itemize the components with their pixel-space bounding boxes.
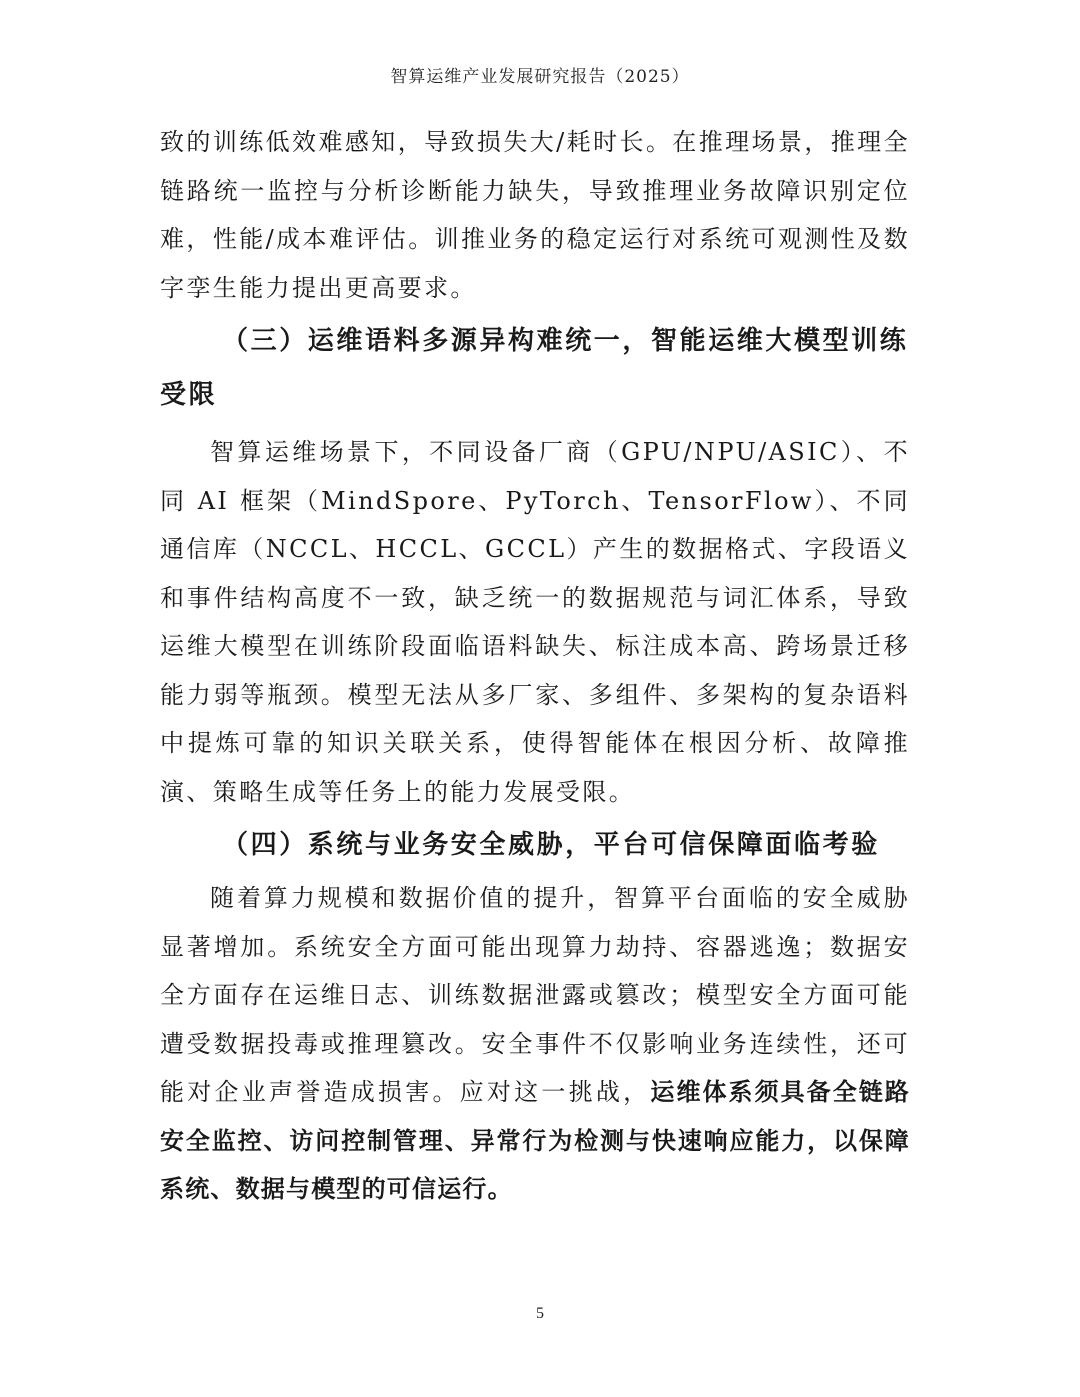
paragraph-security-plain-text: 随着算力规模和数据价值的提升，智算平台面临的安全威胁显著增加。系统安全方面可能出现算力劫持、容器逃逸；数据安全方面存在运维日志、训练数据泄露或篡改；模型安全方面可能遭受数据投毒或推理篡改。安全事件不仅影响业务连续性，还可能对企业声誉造成损害。应对这一挑战， xyxy=(160,884,910,1106)
paragraph-security-threats xyxy=(160,874,910,1214)
section-heading-3: （三）运维语料多源异构难统一，智能运维大模型训练受限 xyxy=(160,326,909,410)
page-body xyxy=(160,118,910,1214)
page-number: 5 xyxy=(536,1305,544,1322)
section-heading-4: （四）系统与业务安全威胁，平台可信保障面临考验 xyxy=(222,830,880,860)
paragraph-training-inference: 致的训练低效难感知，导致损失大/耗时长。在推理场景，推理全链路统一监控与分析诊断能力缺失，导致推理业务故障识别定位难，性能/成本难评估。训推业务的稳定运行对系统可观测性及数字孪生能力提出更高要求。 xyxy=(160,128,910,302)
paragraph-security-emphasis: 运维体系须具备全链路安全监控、访问控制管理、异常行为检测与快速响应能力，以保障系统、数据与模型的可信运行。 xyxy=(160,1078,911,1203)
paragraph-corpus-heterogeneity: 智算运维场景下，不同设备厂商（GPU/NPU/ASIC）、不同 AI 框架（MindSpore、PyTorch、TensorFlow）、不同通信库（NCCL、HCCL、GCCL）产生的数据格式、字段语义和事件结构高度不一致，缺乏统一的数据规范与词汇体系，导致运维大模型在训练阶段面临语料缺失、标注成本高、跨场景迁移能力弱等瓶颈。模型无法从多厂家、多组件、多架构的复杂语料中提炼可靠的知识关联关系，使得智能体在根因分析、故障推演、策略生成等任务上的能力发展受限。 xyxy=(160,438,910,806)
page-header: 智算运维产业发展研究报告（2025） xyxy=(390,67,690,87)
